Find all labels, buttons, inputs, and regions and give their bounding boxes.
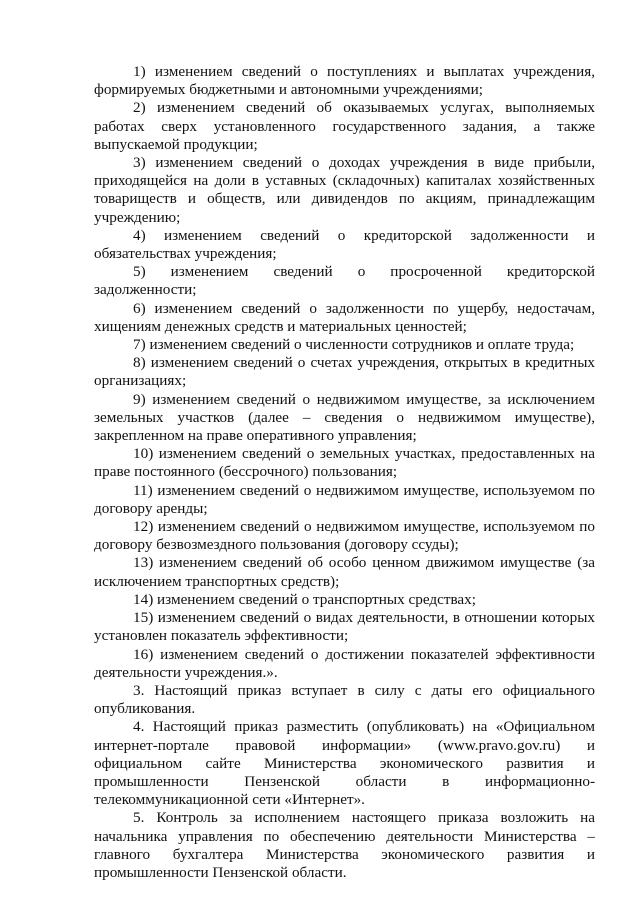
paragraph-item-4: 4) изменением сведений о кредиторской задолженности и обязательствах учреждения; [94,226,595,263]
paragraph-item-6: 6) изменением сведений о задолженности по ущербу, недостачам, хищениям денежных средств и материальных ценностей; [94,299,595,335]
effective-date-clause: 3. Настоящий приказ вступает в силу с даты его официального опубликования. [94,681,595,718]
paragraph-item-8: 8) изменением сведений о счетах учреждения, открытых в кредитных организациях; [94,354,595,390]
paragraph-item-1: 1) изменением сведений о поступлениях и выплатах учреждения, формируемых бюджетными и автономными учреждениями; [94,63,595,99]
paragraph-item-11: 11) изменением сведений о недвижимом имуществе, используемом по договору аренды; [94,481,595,517]
paragraph-item-12: 12) изменением сведений о недвижимом имуществе, используемом по договору безвозмездного пользования (договору ссуды); [94,518,595,554]
paragraph-item-9: 9) изменением сведений о недвижимом имуществе, за исключением земельных участков (далее – сведения о недвижимом имуществе), закрепленном на праве оперативного управления; [94,390,595,445]
paragraph-item-10: 10) изменением сведений о земельных участках, предоставленных на праве постоянного (бессрочного) пользования; [94,445,595,481]
publication-clause: 4. Настоящий приказ разместить (опубликовать) на «Официальном интернет-портале правовой информации» (www.pravo.gov.ru) и официальном сайте Министерства экономического развития и промышленности Пензенской области в информационно-телекоммуникационной сети «Интернет». [94,718,595,809]
paragraph-item-14: 14) изменением сведений о транспортных средствах; [133,590,476,608]
paragraph-item-7: 7) изменением сведений о численности сотрудников и оплате труда; [133,336,575,354]
paragraph-item-16: 16) изменением сведений о достижении показателей эффективности деятельности учреждения.». [94,645,595,681]
paragraph-item-5: 5) изменением сведений о просроченной кредиторской задолженности; [94,263,595,299]
paragraph-item-13: 13) изменением сведений об особо ценном движимом имуществе (за исключением транспортных средств); [94,554,595,590]
paragraph-item-3: 3) изменением сведений о доходах учреждения в виде прибыли, приходящейся на доли в уставных (складочных) капиталах хозяйственных товариществ и обществ, или дивидендов по акциям, принадлежащим учреждению; [94,154,595,226]
control-clause: 5. Контроль за исполнением настоящего приказа возложить на начальника управления по обеспечению деятельности Министерства – главного бухгалтера Министерства экономического развития и промышленности Пензенской области. [94,809,595,881]
paragraph-item-15: 15) изменением сведений о видах деятельности, в отношении которых установлен показатель эффективности; [94,609,595,645]
paragraph-item-2: 2) изменением сведений об оказываемых услугах, выполняемых работах сверх установленного государственного задания, а также выпускаемой продукции; [94,99,595,153]
